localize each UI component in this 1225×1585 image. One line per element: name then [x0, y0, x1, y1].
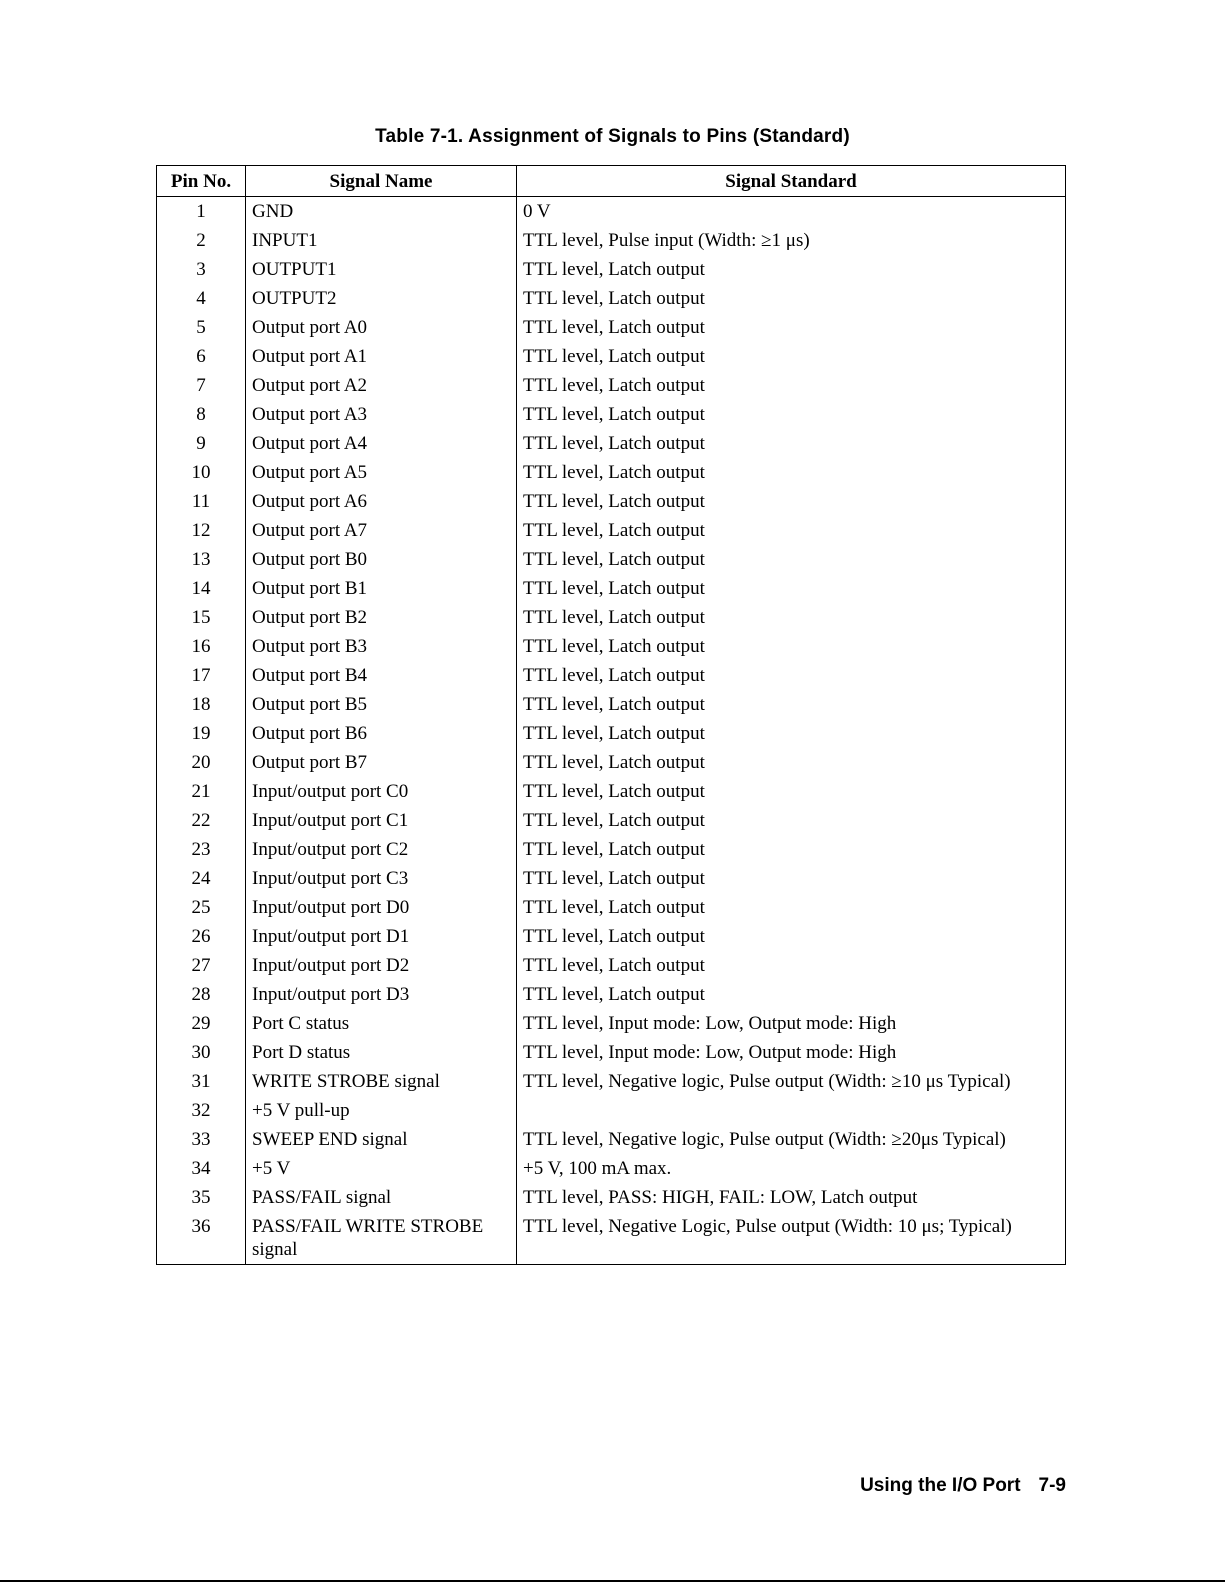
- signal-standard-cell: TTL level, Latch output: [517, 835, 1066, 864]
- pin-number-cell: 9: [196, 433, 206, 454]
- signal-name-cell: Input/output port C1: [246, 806, 517, 835]
- pin-number-cell: 19: [191, 723, 211, 744]
- signal-standard-cell: TTL level, Latch output: [517, 284, 1066, 313]
- signal-standard-cell: +5 V, 100 mA max.: [517, 1154, 1066, 1183]
- table-row: [157, 1212, 1066, 1265]
- signal-name-cell: Output port B0: [246, 545, 517, 574]
- table-row: [157, 342, 1066, 371]
- table-row: [157, 1009, 1066, 1038]
- table-row: [157, 690, 1066, 719]
- signal-standard-cell: TTL level, Latch output: [517, 516, 1066, 545]
- table-row: [157, 487, 1066, 516]
- signal-name-cell: PASS/FAIL WRITE STROBE signal: [246, 1212, 517, 1265]
- signal-name-cell: Output port B4: [246, 661, 517, 690]
- signal-standard-cell: TTL level, Input mode: Low, Output mode: High: [517, 1009, 1066, 1038]
- table-row: [157, 1096, 1066, 1125]
- signal-name-cell: Output port B3: [246, 632, 517, 661]
- signal-name-cell: Input/output port D3: [246, 980, 517, 1009]
- signal-name-cell: Output port B6: [246, 719, 517, 748]
- signal-standard-cell: TTL level, Negative logic, Pulse output (Width: ≥20μs Typical): [517, 1125, 1066, 1154]
- signal-standard-cell: TTL level, Latch output: [517, 719, 1066, 748]
- signal-standard-cell: TTL level, Latch output: [517, 690, 1066, 719]
- pin-number-cell: 20: [191, 752, 211, 773]
- pin-number-cell: 32: [191, 1100, 211, 1121]
- signal-standard-cell: TTL level, Latch output: [517, 806, 1066, 835]
- signal-name-cell: +5 V pull-up: [246, 1096, 517, 1125]
- signal-name-cell: OUTPUT2: [246, 284, 517, 313]
- table-title: Table 7-1. Assignment of Signals to Pins (Standard): [375, 126, 850, 147]
- signal-name-cell: Output port A3: [246, 400, 517, 429]
- pin-number-cell: 14: [191, 578, 211, 599]
- signal-standard-cell: [517, 1096, 1066, 1125]
- signal-standard-cell: TTL level, Latch output: [517, 458, 1066, 487]
- pin-number-cell: 12: [191, 520, 211, 541]
- signal-name-cell: Output port A6: [246, 487, 517, 516]
- signal-standard-cell: TTL level, Latch output: [517, 429, 1066, 458]
- signal-standard-cell: TTL level, Negative Logic, Pulse output (Width: 10 μs; Typical): [517, 1212, 1066, 1265]
- table-row: [157, 574, 1066, 603]
- table-row: [157, 458, 1066, 487]
- signal-standard-cell: TTL level, Latch output: [517, 255, 1066, 284]
- header-pin-no: Pin No.: [157, 166, 246, 197]
- table-row: [157, 284, 1066, 313]
- pin-number-cell: 10: [191, 462, 211, 483]
- pin-number-cell: 29: [191, 1013, 211, 1034]
- pin-number-cell: 36: [191, 1216, 211, 1237]
- signal-name-cell: Output port B1: [246, 574, 517, 603]
- signal-standard-cell: TTL level, Latch output: [517, 371, 1066, 400]
- signal-standard-cell: TTL level, Negative logic, Pulse output (Width: ≥10 μs Typical): [517, 1067, 1066, 1096]
- pin-assignment-table: [156, 165, 1066, 1265]
- pin-number-cell: 11: [191, 491, 211, 512]
- pin-number-cell: 24: [191, 868, 211, 889]
- pin-number-cell: 22: [191, 810, 211, 831]
- pin-number-cell: 30: [191, 1042, 211, 1063]
- pin-number-cell: 25: [191, 897, 211, 918]
- signal-name-cell: Port D status: [246, 1038, 517, 1067]
- table-row: [157, 1183, 1066, 1212]
- signal-standard-cell: TTL level, Input mode: Low, Output mode: High: [517, 1038, 1066, 1067]
- signal-name-cell: WRITE STROBE signal: [246, 1067, 517, 1096]
- pin-number-cell: 2: [196, 230, 206, 251]
- pin-number-cell: 21: [191, 781, 211, 802]
- signal-standard-cell: TTL level, Latch output: [517, 893, 1066, 922]
- signal-standard-cell: TTL level, Latch output: [517, 545, 1066, 574]
- signal-name-cell: Input/output port C3: [246, 864, 517, 893]
- table-row: [157, 864, 1066, 893]
- pin-number-cell: 13: [191, 549, 211, 570]
- table-row: [157, 1125, 1066, 1154]
- pin-number-cell: 28: [191, 984, 211, 1005]
- table-row: [157, 980, 1066, 1009]
- table-row: [157, 516, 1066, 545]
- table-row: [157, 1067, 1066, 1096]
- signal-name-cell: Port C status: [246, 1009, 517, 1038]
- table-header-row: [157, 166, 1066, 197]
- header-signal-standard: Signal Standard: [517, 166, 1066, 197]
- signal-name-cell: OUTPUT1: [246, 255, 517, 284]
- table-row: [157, 313, 1066, 342]
- pin-number-cell: 33: [191, 1129, 211, 1150]
- table-row: [157, 661, 1066, 690]
- signal-name-cell: GND: [246, 197, 517, 227]
- table-row: [157, 806, 1066, 835]
- pin-number-cell: 1: [196, 201, 206, 222]
- table-row: [157, 545, 1066, 574]
- pin-number-cell: 35: [191, 1187, 211, 1208]
- bottom-rule: [0, 1580, 1225, 1582]
- signal-standard-cell: TTL level, Latch output: [517, 400, 1066, 429]
- signal-standard-cell: TTL level, Latch output: [517, 603, 1066, 632]
- signal-name-cell: +5 V: [246, 1154, 517, 1183]
- table-row: [157, 1154, 1066, 1183]
- signal-name-cell: Input/output port C2: [246, 835, 517, 864]
- pin-number-cell: 26: [191, 926, 211, 947]
- footer-page-number: 7-9: [1038, 1475, 1066, 1496]
- signal-name-cell: Output port A2: [246, 371, 517, 400]
- table-row: [157, 400, 1066, 429]
- signal-standard-cell: TTL level, Latch output: [517, 748, 1066, 777]
- table-row: [157, 748, 1066, 777]
- pin-number-cell: 17: [191, 665, 211, 686]
- signal-name-cell: Input/output port C0: [246, 777, 517, 806]
- signal-standard-cell: 0 V: [517, 197, 1066, 227]
- signal-name-cell: Input/output port D0: [246, 893, 517, 922]
- header-signal-name: Signal Name: [246, 166, 517, 197]
- signal-name-cell: Output port A4: [246, 429, 517, 458]
- signal-name-cell: Output port B7: [246, 748, 517, 777]
- table-row: [157, 429, 1066, 458]
- signal-standard-cell: TTL level, Latch output: [517, 777, 1066, 806]
- signal-name-cell: Output port A5: [246, 458, 517, 487]
- signal-standard-cell: TTL level, Latch output: [517, 864, 1066, 893]
- signal-standard-cell: TTL level, Latch output: [517, 922, 1066, 951]
- footer-section-title: Using the I/O Port: [860, 1475, 1021, 1496]
- pin-number-cell: 8: [196, 404, 206, 425]
- pin-number-cell: 34: [191, 1158, 211, 1179]
- signal-name-cell: SWEEP END signal: [246, 1125, 517, 1154]
- signal-name-cell: Output port A7: [246, 516, 517, 545]
- table-row: [157, 632, 1066, 661]
- signal-name-cell: INPUT1: [246, 226, 517, 255]
- signal-standard-cell: TTL level, Latch output: [517, 342, 1066, 371]
- table-row: [157, 951, 1066, 980]
- signal-standard-cell: TTL level, PASS: HIGH, FAIL: LOW, Latch output: [517, 1183, 1066, 1212]
- signal-standard-cell: TTL level, Latch output: [517, 661, 1066, 690]
- pin-number-cell: 16: [191, 636, 211, 657]
- signal-name-cell: Output port A0: [246, 313, 517, 342]
- table-row: [157, 719, 1066, 748]
- page-footer: [860, 1475, 1066, 1497]
- table-row: [157, 922, 1066, 951]
- table-row: [157, 603, 1066, 632]
- signal-standard-cell: TTL level, Pulse input (Width: ≥1 μs): [517, 226, 1066, 255]
- signal-standard-cell: TTL level, Latch output: [517, 951, 1066, 980]
- table-row: [157, 197, 1066, 227]
- pin-number-cell: 31: [191, 1071, 211, 1092]
- signal-name-cell: Input/output port D2: [246, 951, 517, 980]
- signal-name-cell: PASS/FAIL signal: [246, 1183, 517, 1212]
- table-row: [157, 1038, 1066, 1067]
- pin-number-cell: 5: [196, 317, 206, 338]
- pin-number-cell: 4: [196, 288, 206, 309]
- signal-standard-cell: TTL level, Latch output: [517, 487, 1066, 516]
- table-row: [157, 226, 1066, 255]
- table-row: [157, 371, 1066, 400]
- signal-name-cell: Input/output port D1: [246, 922, 517, 951]
- signal-name-cell: Output port A1: [246, 342, 517, 371]
- signal-standard-cell: TTL level, Latch output: [517, 980, 1066, 1009]
- signal-name-cell: Output port B2: [246, 603, 517, 632]
- table-row: [157, 255, 1066, 284]
- pin-number-cell: 27: [191, 955, 211, 976]
- table-body: [157, 197, 1066, 1265]
- table-row: [157, 777, 1066, 806]
- pin-number-cell: 6: [196, 346, 206, 367]
- pin-number-cell: 23: [191, 839, 211, 860]
- signal-name-cell: Output port B5: [246, 690, 517, 719]
- pin-number-cell: 3: [196, 259, 206, 280]
- signal-standard-cell: TTL level, Latch output: [517, 313, 1066, 342]
- signal-standard-cell: TTL level, Latch output: [517, 632, 1066, 661]
- signal-standard-cell: TTL level, Latch output: [517, 574, 1066, 603]
- pin-number-cell: 7: [196, 375, 206, 396]
- table-row: [157, 835, 1066, 864]
- pin-number-cell: 15: [191, 607, 211, 628]
- table-row: [157, 893, 1066, 922]
- pin-number-cell: 18: [191, 694, 211, 715]
